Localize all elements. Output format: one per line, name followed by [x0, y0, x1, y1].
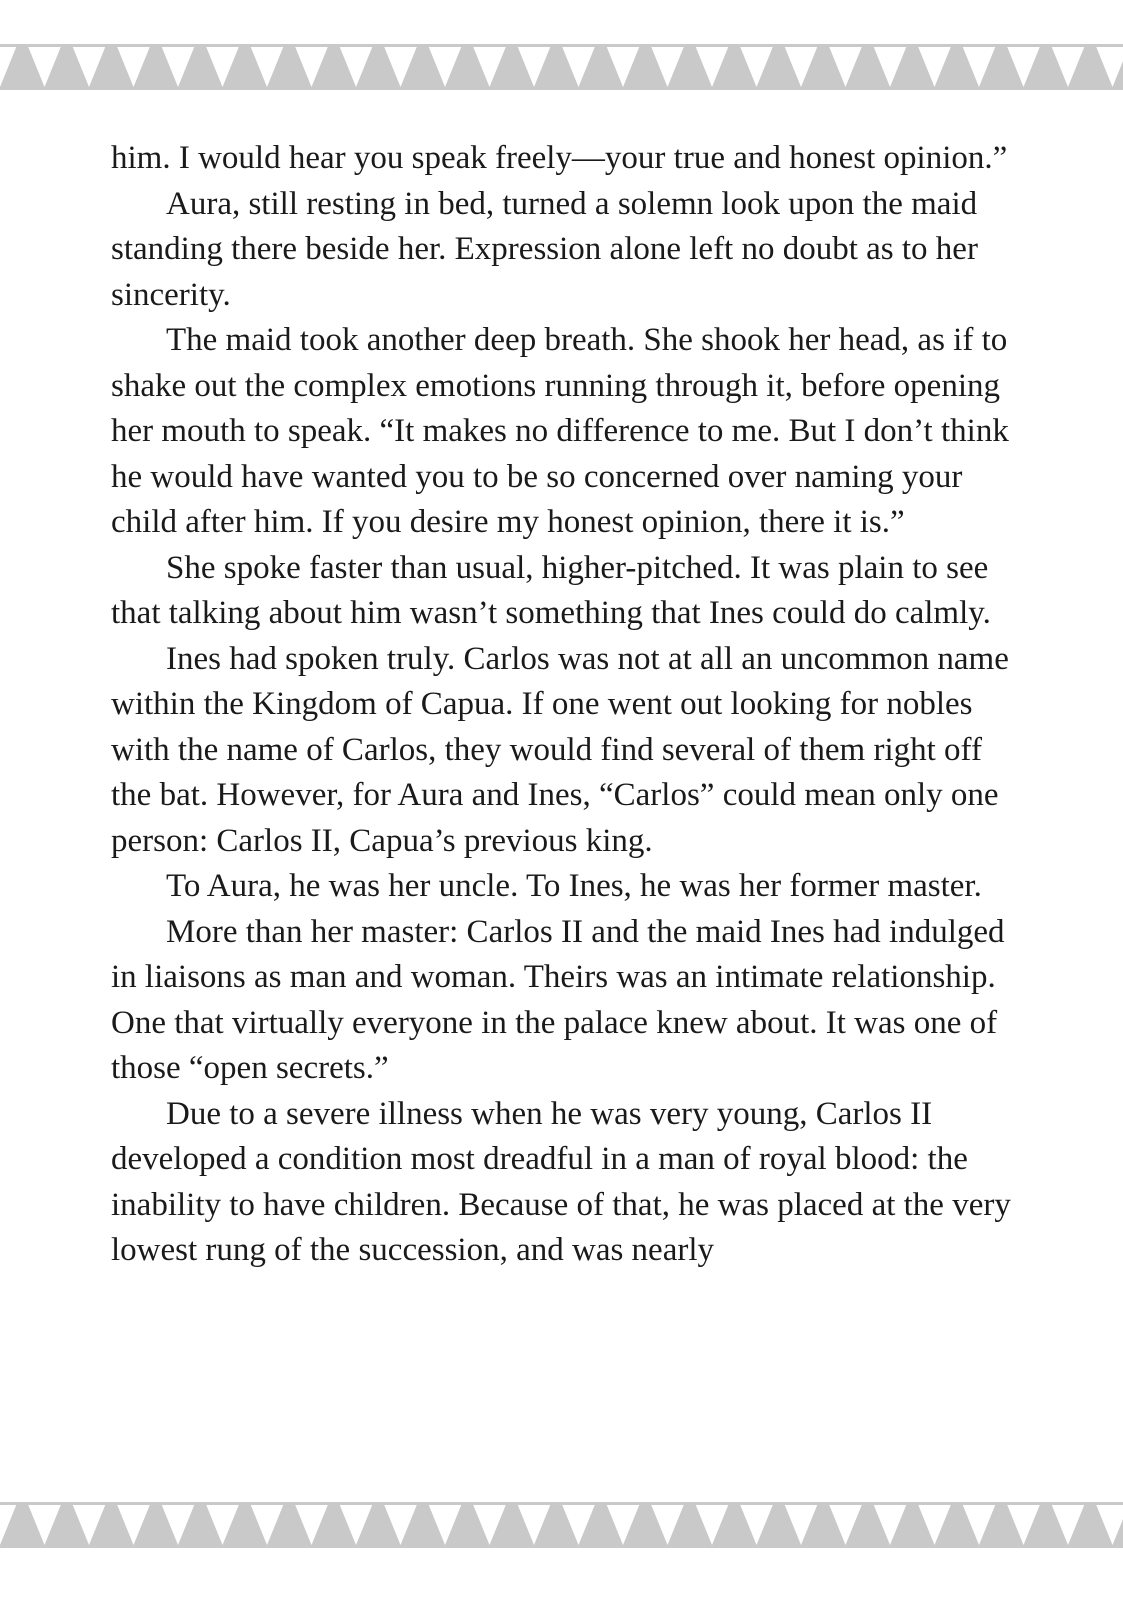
triangle-pattern-bottom: [0, 1502, 1123, 1548]
top-decorative-border: [0, 44, 1123, 90]
paragraph: The maid took another deep breath. She shook her head, as if to shake out the complex emotions running through it, before opening her mouth to speak. “It makes no difference to me. But I don’t think he would have wanted you to be so concerned over naming your child after him. If you desire my honest opinion, there it is.”: [111, 322, 1009, 540]
paragraph: She spoke faster than usual, higher-pitched. It was plain to see that talking about him wasn’t something that Ines could do calmly.: [111, 549, 991, 631]
paragraph: More than her master: Carlos II and the maid Ines had indulged in liaisons as man and woman. Theirs was an intimate relationship. One that virtually everyone in the palace knew about. It was one of those “open secrets.”: [111, 913, 1005, 1086]
paragraph: him. I would hear you speak freely—your true and honest opinion.”: [111, 140, 1008, 176]
paragraph: Due to a severe illness when he was very young, Carlos II developed a condition most dreadful in a man of royal blood: the inability to have children. Because of that, he was placed at the very lowest rung of the succession, and was nearly: [111, 1095, 1011, 1268]
bottom-decorative-border: [0, 1502, 1123, 1548]
body-text: [111, 136, 1011, 1274]
triangle-pattern-top: [0, 44, 1123, 90]
paragraph: To Aura, he was her uncle. To Ines, he was her former master.: [166, 868, 982, 904]
paragraph: Aura, still resting in bed, turned a solemn look upon the maid standing there beside her. Expression alone left no doubt as to her sincerity.: [111, 185, 978, 313]
paragraph: Ines had spoken truly. Carlos was not at all an uncommon name within the Kingdom of Capua. If one went out looking for nobles with the name of Carlos, they would find several of them right off the bat. However, for Aura and Ines, “Carlos” could mean only one person: Carlos II, Capua’s previous king.: [111, 640, 1009, 859]
